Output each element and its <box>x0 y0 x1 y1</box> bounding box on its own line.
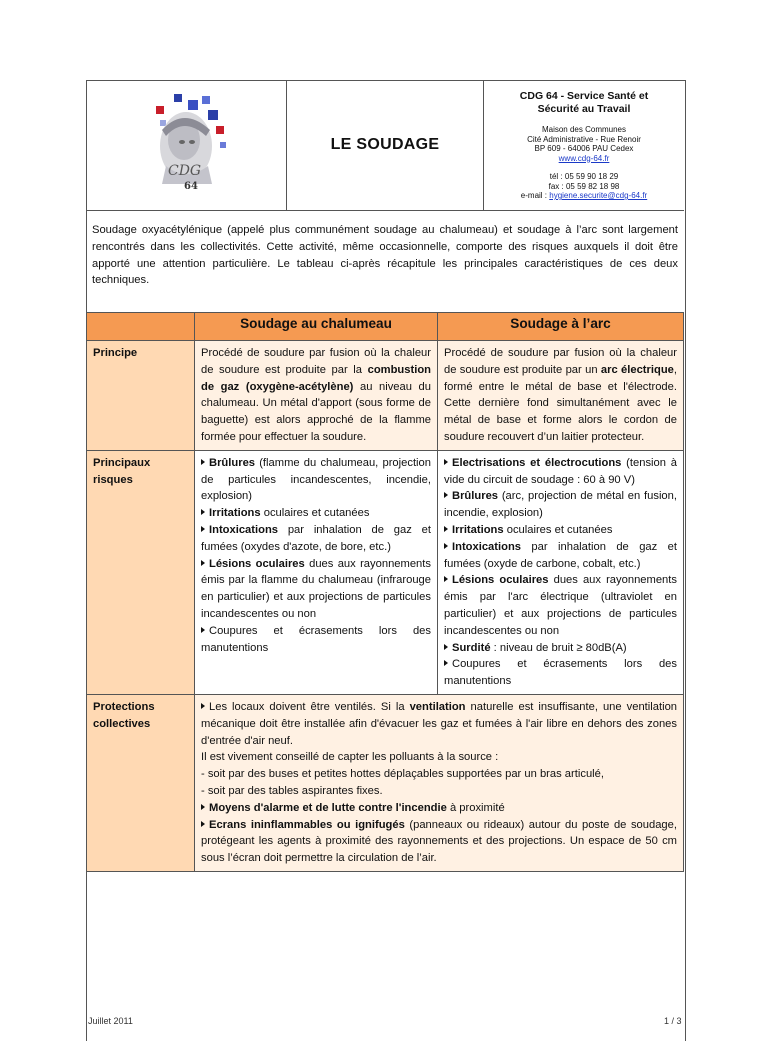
text-bold: combustion de gaz (oxygène-acétylène) <box>201 363 431 393</box>
contact-cell <box>484 80 684 210</box>
risk-text: Coupures et écrasements lors des manutentions <box>201 624 431 654</box>
text-part: Les locaux doivent être ventilés. Si la <box>209 700 410 713</box>
phone-number: tél : 05 59 90 18 29 <box>549 172 619 181</box>
page-title: LE SOUDAGE <box>330 136 440 153</box>
risk-item <box>201 455 431 505</box>
risk-text: oculaires et cutanées <box>260 507 370 520</box>
title-cell <box>287 80 484 210</box>
risk-item <box>444 656 677 690</box>
risk-item <box>444 572 677 639</box>
text-part: Procédé de soudure par fusion où la chaleur de soudure est produite par la <box>201 347 431 376</box>
row-label-risques: Principaux risques <box>87 450 195 694</box>
address-line-2: Cité Administrative - Rue Renoir <box>527 134 641 144</box>
bullet-triangle-icon <box>201 804 205 810</box>
document-header <box>86 80 684 211</box>
bullet-triangle-icon <box>444 660 448 666</box>
website-link[interactable]: www.cdg-64.fr <box>558 153 610 163</box>
logo-number: 64 <box>184 181 198 192</box>
risk-text: par inhalation de gaz et fumées (oxydes d'azote, de bore, etc.) <box>201 523 431 553</box>
risk-bold: Irritations <box>209 507 261 520</box>
comparison-table <box>86 312 684 872</box>
text-bold: Moyens d'alarme et de lutte contre l'incendie <box>209 801 447 814</box>
text-part: (panneaux ou rideaux) autour du poste de soudage, protégeant les agents à proximité des rayonnements et des projections. Un espace de 50 cm sous l’écran doit permettre la circulation de l’air. <box>201 818 677 865</box>
email-label: e-mail : <box>520 191 550 200</box>
risk-bold: Intoxications <box>209 523 278 536</box>
footer-date: Juillet 2011 <box>88 1016 133 1026</box>
risk-item <box>444 539 677 573</box>
email-link[interactable]: hygiene.securite@cdg-64.fr <box>549 191 648 200</box>
bullet-triangle-icon <box>444 576 448 582</box>
bullet-triangle-icon <box>444 644 448 650</box>
risk-bold: Electrisations et électrocutions <box>452 456 622 469</box>
principe-arc <box>438 341 684 451</box>
bullet-triangle-icon <box>201 459 205 465</box>
logo-text: CDG <box>168 163 202 179</box>
text-part: au niveau du chalumeau. Un métal d'apport (sous forme de baguette) est alors approché de la flamme formée pour effectuer la soudure. <box>201 380 431 443</box>
risk-text: : niveau de bruit ≥ 80dB(A) <box>490 641 627 654</box>
risk-item <box>444 488 677 522</box>
risk-item <box>201 623 431 657</box>
footer-page-number: 1 / 3 <box>664 1016 682 1026</box>
bullet-triangle-icon <box>201 526 205 532</box>
risk-text: dues aux rayonnements émis par la flamme du chalumeau (infrarouge en particulier) et aux projections de particules incandescentes ou non <box>201 557 431 620</box>
risk-text: Coupures et écrasements lors des manutentions <box>444 658 677 688</box>
intro-paragraph: Soudage oxyacétylénique (appelé plus communément soudage au chalumeau) et soudage à l’arc sont largement rencontrés dans les collectivités. Cette activité, même occasionnelle, comporte des risques auxquels il doit être apporté une attention particulière. Le tableau ci-après récapitule les principales caractéristiques de ces deux techniques. <box>92 224 678 287</box>
bullet-triangle-icon <box>444 526 448 532</box>
bullet-triangle-icon <box>201 509 205 515</box>
protection-item: Il est vivement conseillé de capter les polluants à la source : <box>201 751 499 764</box>
risk-item <box>444 522 677 539</box>
logo-cell <box>86 80 287 210</box>
bullet-triangle-icon <box>444 492 448 498</box>
text-part: naturelle est insuffisante, une ventilation mécanique doit être installée afin d'évacuer les gaz et fumées à l'air libre en dehors des zones d'entrée d'air neuf. <box>201 700 678 747</box>
fax-number: fax : 05 59 82 18 98 <box>548 181 620 191</box>
risk-text: dues aux rayonnements émis par l'arc électrique (ultraviolet en particulier) et aux projections de particules incandescentes ou non <box>444 574 677 637</box>
risk-text: par inhalation de gaz et fumées (oxyde de carbone, cobalt, etc.) <box>444 540 677 570</box>
bullet-triangle-icon <box>201 560 205 566</box>
bullet-triangle-icon <box>201 821 205 827</box>
risk-item <box>201 522 431 556</box>
text-bold: Ecrans ininflammables ou ignifugés <box>209 818 405 831</box>
header-corner <box>87 313 195 341</box>
header-chalumeau: Soudage au chalumeau <box>195 313 438 341</box>
protection-item <box>201 817 677 867</box>
address-line-1: Maison des Communes <box>541 125 627 134</box>
risk-bold: Intoxications <box>452 540 521 553</box>
risk-item <box>201 505 431 522</box>
table-header-row <box>87 313 684 341</box>
bullet-triangle-icon <box>201 703 205 709</box>
row-label-principe: Principe <box>87 341 195 451</box>
address-line-3: BP 609 - 64006 PAU Cedex <box>534 144 634 153</box>
principe-chalumeau <box>195 341 438 451</box>
risk-bold: Lésions oculaires <box>209 557 305 570</box>
row-protections <box>87 694 684 871</box>
risk-text: oculaires et cutanées <box>503 523 613 536</box>
org-name-line-2: Sécurité au Travail <box>537 103 631 115</box>
risques-chalumeau <box>195 450 438 694</box>
risk-bold: Brûlures <box>209 456 256 469</box>
org-name-line-1: CDG 64 - Service Santé et <box>519 90 649 102</box>
risk-bold: Lésions oculaires <box>452 574 549 587</box>
row-risques <box>87 450 684 694</box>
protection-item <box>201 699 677 749</box>
text-part: Procédé de soudure par fusion où la chaleur de soudure est produite par un <box>444 347 677 376</box>
text-part: à proximité <box>446 801 505 814</box>
risk-text: (tension à vide du circuit de soudage : 60 à 90 V) <box>444 456 677 486</box>
protection-item: - soit par des buses et petites hottes déplaçables supportées par un bras articulé, <box>201 768 604 781</box>
bullet-triangle-icon <box>201 627 205 633</box>
header-arc: Soudage à l’arc <box>438 313 684 341</box>
text-bold: ventilation <box>409 700 466 713</box>
protection-item: - soit par des tables aspirantes fixes. <box>201 784 383 797</box>
risk-item <box>444 455 677 489</box>
email-line <box>484 191 684 201</box>
risk-item <box>444 640 677 657</box>
risk-text: (flamme du chalumeau, projection de particules incandescentes, incendie, explosion) <box>201 456 431 503</box>
risk-item <box>201 556 431 623</box>
risk-bold: Surdité <box>452 641 491 654</box>
protections-content <box>195 694 684 871</box>
risk-bold: Brûlures <box>452 490 499 503</box>
bullet-triangle-icon <box>444 543 448 549</box>
text-part: , formé entre le métal de base et l'électrode. Cette dernière fond simultanément avec le métal de base et forme alors le cordon de soudure recouvert d’un laitier protecteur. <box>444 363 677 443</box>
text-bold: arc électrique <box>600 363 674 376</box>
row-label-protections: Protections collectives <box>87 694 195 871</box>
protection-item <box>201 800 677 817</box>
risk-text: (arc, projection de métal en fusion, incendie, explosion) <box>444 490 677 520</box>
row-principe <box>87 341 684 451</box>
bullet-triangle-icon <box>444 459 448 465</box>
risques-arc <box>438 450 684 694</box>
risk-bold: Irritations <box>452 523 504 536</box>
